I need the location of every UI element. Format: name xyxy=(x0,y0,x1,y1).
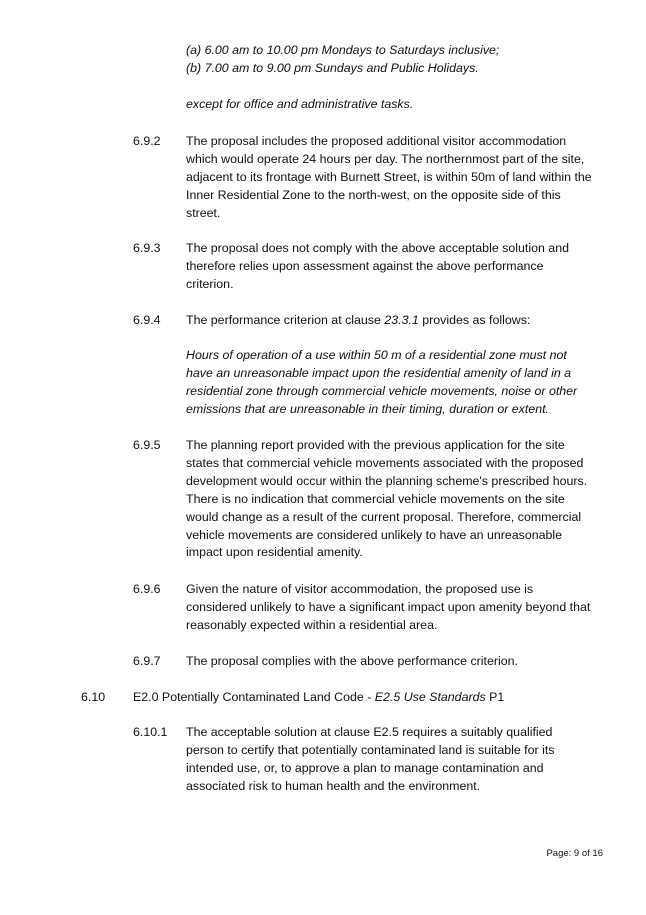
hours-list xyxy=(186,42,606,78)
paragraph-line: street. xyxy=(186,205,221,220)
paragraph-6-9-7 xyxy=(186,653,606,671)
paragraph-line: Inner Residential Zone to the north-west, on the opposite side of this xyxy=(186,187,561,202)
paragraph-line: intended use, or, to approve a plan to manage contamination and xyxy=(186,760,544,775)
paragraph-line: criterion. xyxy=(186,276,234,291)
paragraph-text: The performance criterion at clause xyxy=(186,313,385,327)
hours-item-b: (b) 7.00 am to 9.00 pm Sundays and Public Holidays. xyxy=(186,60,479,75)
paragraph-line: vehicle movements are considered unlikely to have an unreasonable xyxy=(186,527,563,542)
paragraph-number: 6.9.4 xyxy=(133,313,161,327)
paragraph-6-9-5 xyxy=(186,437,606,562)
section-title xyxy=(133,689,504,707)
quote-line: residential zone through commercial vehicle movements, noise or other xyxy=(186,383,578,398)
paragraph-line: reasonably expected within a residential area. xyxy=(186,617,438,632)
clause-reference: 23.3.1 xyxy=(384,313,419,327)
quote-line: Hours of operation of a use within 50 m of a residential zone must not xyxy=(186,348,567,362)
paragraph-line: associated risk to human health and the environment. xyxy=(186,778,481,793)
paragraph-6-9-3 xyxy=(186,240,606,294)
paragraph-line: therefore relies upon assessment against the above performance xyxy=(186,258,544,273)
paragraph-line: The proposal complies with the above performance criterion. xyxy=(186,654,518,668)
paragraph-line: would change as a result of the current proposal. Therefore, commercial xyxy=(186,509,582,524)
paragraph-line: which would operate 24 hours per day. The northernmost part of the site, xyxy=(186,151,585,166)
page-number-footer: Page: 9 of 16 xyxy=(546,848,603,859)
hours-exception-text: except for office and administrative tasks. xyxy=(186,97,414,111)
paragraph-line: person to certify that potentially contaminated land is suitable for its xyxy=(186,742,555,757)
paragraph-line: The proposal does not comply with the above acceptable solution and xyxy=(186,241,569,255)
paragraph-line: states that commercial vehicle movements associated with the proposed xyxy=(186,455,584,470)
paragraph-6-9-2 xyxy=(186,133,606,223)
hours-exception xyxy=(186,96,606,114)
paragraph-text: provides as follows: xyxy=(418,313,531,327)
paragraph-6-10-1 xyxy=(186,724,606,796)
quote-line: emissions that are unreasonable in their timing, duration or extent. xyxy=(186,401,549,416)
paragraph-line: There is no indication that commercial vehicle movements on the site xyxy=(186,491,565,506)
paragraph-number: 6.9.7 xyxy=(133,654,161,668)
paragraph-line: The acceptable solution at clause E2.5 requires a suitably qualified xyxy=(186,725,553,739)
quote-line: have an unreasonable impact upon the residential amenity of land in a xyxy=(186,365,572,380)
paragraph-number: 6.9.2 xyxy=(133,134,161,148)
section-title-suffix: P1 xyxy=(485,690,505,704)
hours-item-a: (a) 6.00 am to 10.00 pm Mondays to Saturdays inclusive; xyxy=(186,43,500,57)
paragraph-6-9-6 xyxy=(186,581,606,635)
section-number: 6.10 xyxy=(81,690,106,704)
criterion-quote xyxy=(186,347,606,419)
paragraph-number: 6.10.1 xyxy=(133,725,168,739)
paragraph-line: impact upon residential amenity. xyxy=(186,545,363,560)
paragraph-number: 6.9.6 xyxy=(133,582,161,596)
paragraph-6-9-4 xyxy=(186,312,606,330)
section-title-italic: E2.5 Use Standards xyxy=(374,690,486,704)
section-title-text: E2.0 Potentially Contaminated Land Code - xyxy=(133,690,375,704)
paragraph-line: considered unlikely to have a significant impact upon amenity beyond that xyxy=(186,599,591,614)
paragraph-line: The planning report provided with the previous application for the site xyxy=(186,438,565,452)
paragraph-line: adjacent to its frontage with Burnett Street, is within 50m of land within the xyxy=(186,169,592,184)
paragraph-line xyxy=(186,312,606,330)
paragraph-number: 6.9.5 xyxy=(133,438,161,452)
paragraph-line: The proposal includes the proposed additional visitor accommodation xyxy=(186,134,567,148)
paragraph-number: 6.9.3 xyxy=(133,241,161,255)
paragraph-line: Given the nature of visitor accommodation, the proposed use is xyxy=(186,582,534,596)
paragraph-line: development would occur within the planning scheme's prescribed hours. xyxy=(186,473,588,488)
